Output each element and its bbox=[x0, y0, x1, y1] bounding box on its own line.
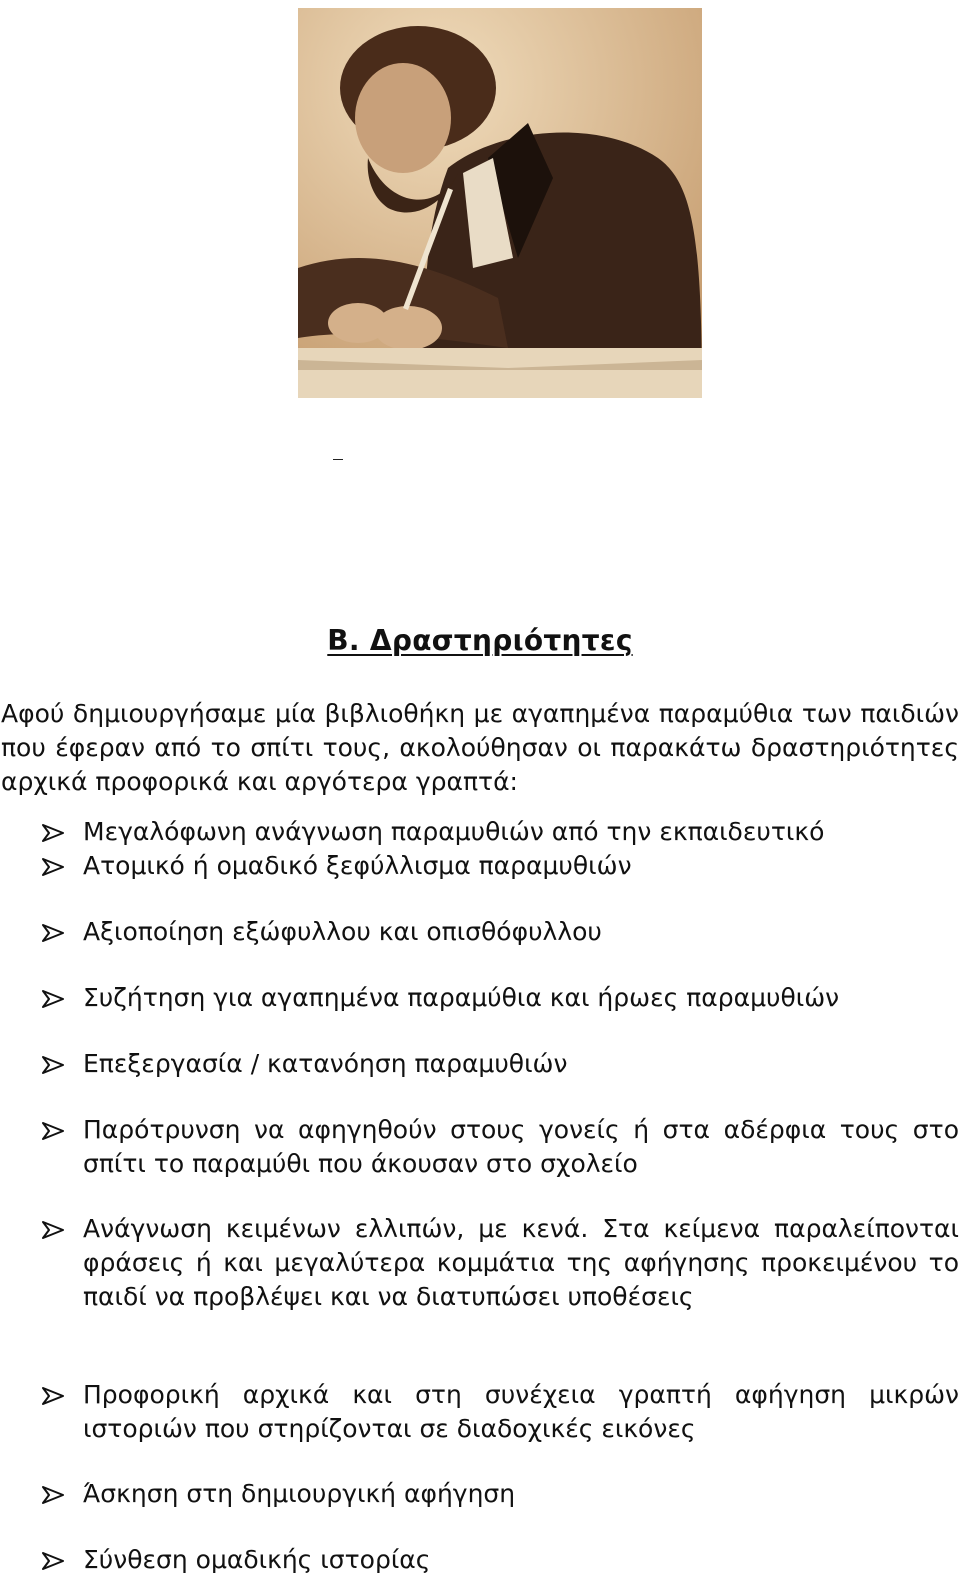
list-item-text: Συζήτηση για αγαπημένα παραμύθια και ήρωες παραμυθιών bbox=[83, 983, 840, 1012]
list-item bbox=[40, 815, 959, 849]
arrow-bullet-icon bbox=[40, 1047, 68, 1081]
list-item-text: Παρότρυνση να αφηγηθούν στους γονείς ή στα αδέρφια τους στο σπίτι το παραμύθι που άκουσαν στο σχολείο bbox=[83, 1115, 959, 1178]
list-item-text: Άσκηση στη δημιουργική αφήγηση bbox=[83, 1479, 516, 1508]
arrow-bullet-icon bbox=[40, 849, 68, 883]
list-item bbox=[40, 981, 959, 1015]
arrow-bullet-icon bbox=[40, 1543, 68, 1577]
intro-paragraph: Αφού δημιουργήσαμε μία βιβλιοθήκη με αγαπημένα παραμύθια των παιδιών που έφεραν από το σπίτι τους, ακολούθησαν οι παρακάτω δραστηριότητες αρχικά προφορικά και αργότερα γραπτά: bbox=[1, 699, 959, 796]
list-item bbox=[40, 1212, 959, 1314]
arrow-bullet-icon bbox=[40, 815, 68, 849]
list-item-text: Μεγαλόφωνη ανάγνωση παραμυθιών από την εκπαιδευτικό bbox=[83, 817, 825, 846]
list-item bbox=[40, 849, 959, 883]
list-item bbox=[40, 1477, 959, 1511]
arrow-bullet-icon bbox=[40, 981, 68, 1015]
arrow-bullet-icon bbox=[40, 1113, 68, 1147]
list-item bbox=[40, 1378, 959, 1446]
arrow-bullet-icon bbox=[40, 1477, 68, 1511]
section-heading: Β. Δραστηριότητες bbox=[327, 624, 633, 657]
list-item-text: Προφορική αρχικά και στη συνέχεια γραπτή αφήγηση μικρών ιστοριών που στηρίζονται σε διαδοχικές εικόνες bbox=[83, 1380, 959, 1443]
small-dash bbox=[333, 459, 343, 460]
list-item-text: Επεξεργασία / κατανόηση παραμυθιών bbox=[83, 1049, 568, 1078]
arrow-bullet-icon bbox=[40, 1378, 68, 1412]
list-item bbox=[40, 1047, 959, 1081]
list-item bbox=[40, 1113, 959, 1181]
list-item-text: Αξιοποίηση εξώφυλλου και οπισθόφυλλου bbox=[83, 917, 602, 946]
list-item-text: Ατομικό ή ομαδικό ξεφύλλισμα παραμυθιών bbox=[83, 851, 632, 880]
list-item bbox=[40, 1543, 959, 1577]
arrow-bullet-icon bbox=[40, 1212, 68, 1246]
portrait-photo bbox=[298, 8, 702, 398]
list-item bbox=[40, 915, 959, 949]
list-item-text: Σύνθεση ομαδικής ιστορίας bbox=[83, 1545, 431, 1574]
arrow-bullet-icon bbox=[40, 915, 68, 949]
list-item-text: Ανάγνωση κειμένων ελλιπών, με κενά. Στα κείμενα παραλείπονται φράσεις ή και μεγαλύτερα κομμάτια της αφήγησης προκειμένου το παιδί να προβλέψει και να διατυπώσει υποθέσεις bbox=[83, 1214, 959, 1311]
